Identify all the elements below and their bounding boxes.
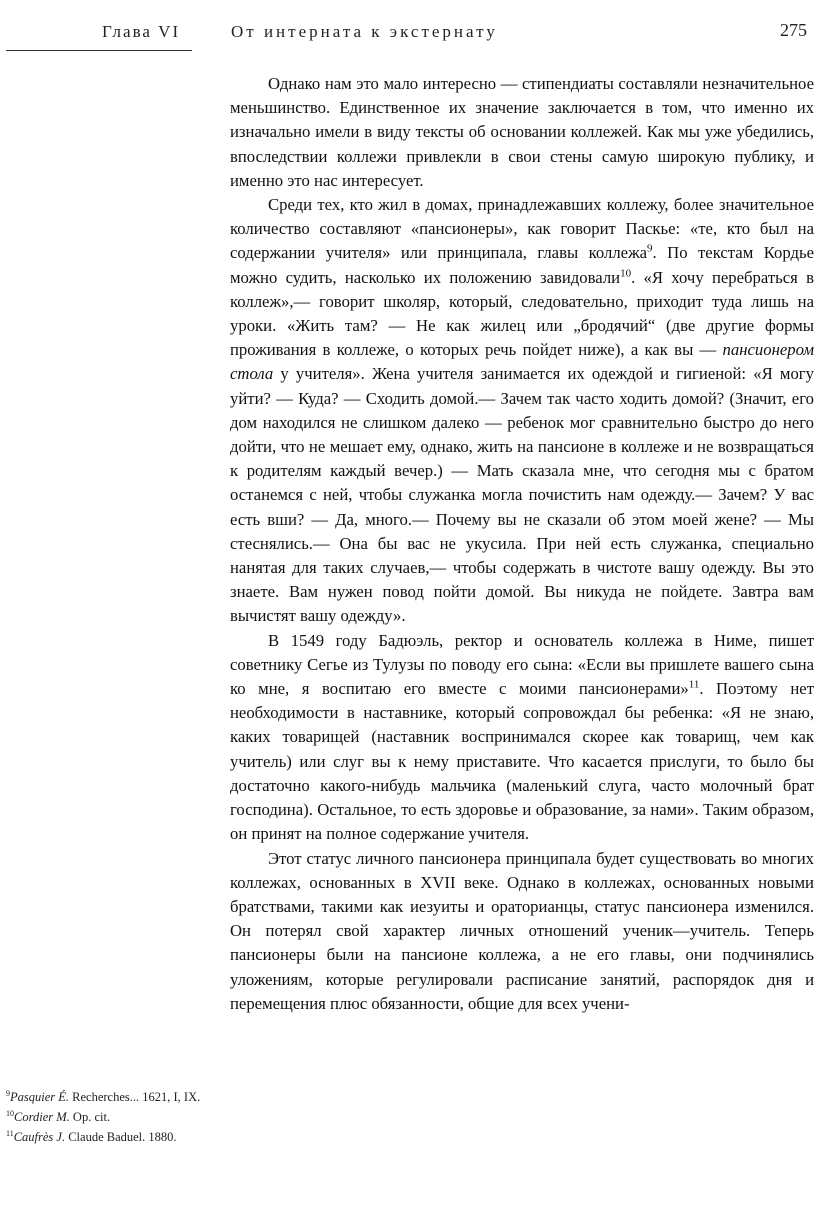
footnote-10 <box>6 1106 206 1126</box>
footnote-text: Op. cit. <box>69 1110 111 1125</box>
chapter-label: Глава VI <box>102 22 181 41</box>
footnote-number: 10 <box>6 1108 14 1118</box>
header-rule <box>6 50 192 51</box>
footnote-text: Recherches... 1621, I, IX. <box>69 1090 201 1105</box>
footnote-number: 11 <box>6 1128 14 1138</box>
footnote-ref-9: 9 <box>647 242 653 255</box>
paragraph-3 <box>230 629 814 847</box>
text-run: В 1549 году Бадюэль, ректор и основатель коллежа в Ниме, пишет советнику Сегье из Тулузы по поводу его сына: «Если вы пришлете вашего сына ко мне, я воспитаю его вместе с моими пансионерами» <box>230 630 814 699</box>
page-number: 275 <box>780 20 807 40</box>
text-run: Среди тех, кто жил в домах, принадлежавших коллежу, более значительное количество составляют «пансионеры», как говорит Паскье: «те, кто был на содержании учителя» или принципала, главы коллежа <box>230 195 814 263</box>
footnote-9 <box>6 1086 206 1106</box>
text-run: у учителя». Жена учителя занимается их одеждой и гигиеной: «Я могу уйти? — Куда? — Сходить домой.— Зачем так часто ходить домой? (Значит, его дом находился не слишком далеко — ребенок мог сравнительно быстро до него дойти, что не мешает ему, однако, жить на пансионе в коллеже и не возвращаться к родителям каждый вечер.) — Мать сказала мне, что сегодня мы с братом останемся с ней, чтобы служанка могла почистить нам одежду.— Зачем? У вас есть вши? — Да, много.— Почему вы не сказали об этом моей жене? — Мы стеснялись.— Она бы вас не укусила. При ней есть служанка, специально нанятая для таких случаев,— чтобы содержать в чистоте вашу одежду. Вы это знаете. Вам нужен повод пойти домой. Вы никуда не пойдете. Завтра вам вычистят вашу одежду». <box>230 364 814 626</box>
text-run: . По текстам Кордье можно судить, насколько их положению завидовали <box>230 243 814 287</box>
paragraph-2 <box>230 193 814 629</box>
footnote-text: Claude Baduel. 1880. <box>65 1130 177 1145</box>
emphasis: пансионером стола <box>230 340 814 384</box>
footnote-author: Pasquier É. <box>10 1090 70 1105</box>
text-run: . «Я хочу перебраться в коллеж»,— говорит школяр, который, следовательно, приходит туда лишь на уроки. «Жить там? — Не как жилец или „бродячий“ (две другие формы проживания в коллеже, о которых речь пойдет ниже), а как вы — <box>230 267 814 360</box>
footnotes <box>6 1086 206 1146</box>
chapter-title: От интерната к экстернату <box>231 22 498 41</box>
text-run: . Поэтому нет необходимости в наставнике, который сопровождал бы ребенка: «Я не знаю, каких товарищей (наставник воспринимался скорее как товарищ, чем как учитель) или слуг вы к нему приставите. Что касается прислуги, то было бы достаточно какого-нибудь мальчика (маленький слуга, часто молочный брат господина). Остальное, то есть здоровье и образование, за нами». Таким образом, он принят на полное содержание учителя. <box>230 679 814 844</box>
main-text <box>230 72 814 1016</box>
footnote-ref-11: 11 <box>688 678 700 691</box>
paragraph-4: Этот статус личного пансионера принципала будет существовать во многих коллежах, основанных в XVII веке. Однако в коллежах, основанных новыми братствами, такими как иезуиты и ораторианцы, статус пансионера изменился. Он потерял свой характер личных отношений ученик—учитель. Теперь пансионеры были на пансионе коллежа, а не его главы, они подчинялись уложениям, которые регулировали расписание занятий, распорядок дня и перемещения плюс обязанности, общие для всех учени- <box>230 848 814 1013</box>
running-header <box>0 0 826 60</box>
footnote-author: Caufrès J. <box>13 1130 66 1145</box>
footnote-number: 9 <box>6 1089 10 1098</box>
footnote-author: Cordier M. <box>14 1110 70 1125</box>
paragraph-1: Однако нам это мало интересно — стипендиаты составляли незначительное меньшинство. Единственное их значение заключается в том, что именно их изначально имели в виду тексты об основании коллежей. Как мы уже убедились, впоследствии коллежи привлекли в свои стены самую широкую публику, и именно это нас интересует. <box>230 74 814 190</box>
footnote-11 <box>6 1126 206 1146</box>
footnote-ref-10: 10 <box>620 267 632 280</box>
